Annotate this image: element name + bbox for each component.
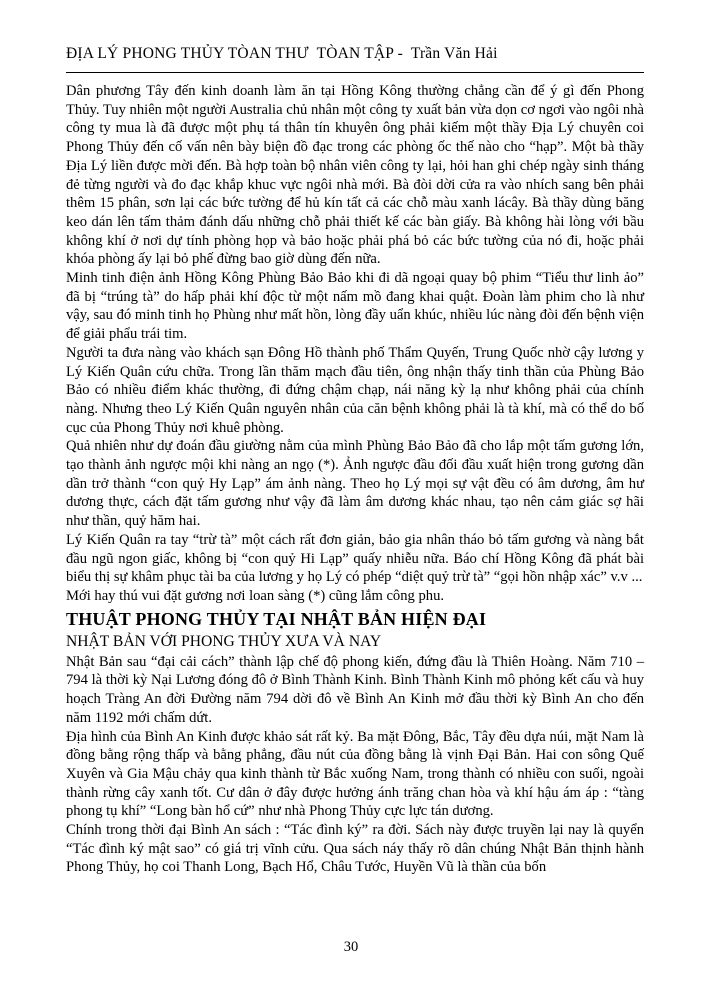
paragraph-movie-star: Minh tinh điện ảnh Hồng Kông Phùng Bảo Bảo khi đi dã ngoại quay bộ phim “Tiểu thư linh ảo” đã bị “trúng tà” do hấp phải khí độc từ một nấm mồ đang khai quật. Đoàn làm phim cho là như vậy, sau đó minh tinh họ Phùng như mất hồn, lòng đầy uẩn khúc, nhiều lúc nàng đòi đến bệnh viện để giải phẩu trái tim.	[66, 270, 644, 343]
paragraph-mirror: Quả nhiên như dự đoán đầu giường nằm của mình Phùng Bảo Bảo đã cho lắp một tấm gương lớn, tạo thành ảnh ngược mội khi nàng an ngọ (*). Ảnh ngược đầu đối đầu xuất hiện trong gương dần dần trở thành “con quỷ Hy Lạp” ám ảnh nàng. Theo họ Lý mọi sự vật đều có âm dương, âm hư dương thực, cách đặt tấm gương như vậy đã làm âm dương khác nhau, tạo nên cảm giác sợ hãi như thần, quỷ hăm hai.	[66, 438, 644, 530]
paragraph-heian-terrain: Địa hình của Bình An Kinh được khảo sát rất kỷ. Ba mặt Đông, Bắc, Tây đều dựa núi, mặt Nam là đồng bằng rộng thấp và bằng phẳng, đầu nút của đồng bằng là vịnh Đại Bản. Hai con sông Quế Xuyên và Gia Mậu chảy qua kinh thành từ Bắc xuống Nam, trong thành có nhiều con suối, ngoài thành rừng cây xanh tốt. Cư dân ở đây được hưởng ánh trăng chan hòa và khí hậu ám áp : “tàng phong tụ khí” “Long bàn hổ cứ” như nhà Phong Thủy cực lực tán dương.	[66, 728, 644, 820]
page-content	[66, 44, 644, 877]
page-number: 30	[343, 939, 359, 955]
paragraph-exorcism: Lý Kiến Quân ra tay “trừ tà” một cách rất đơn giản, bảo gia nhân tháo bỏ tấm gương và nàng bắt đầu ngũ ngon giấc, không bị “con quỷ Hi Lạp” quấy nhiễu nữa. Báo chí Hồng Kông đã phát bài biểu thị sự khâm phục tài ba của lương y họ Lý có phép “diệt quỷ trừ tà” “gọi hồn nhập xác” v.v ...	[66, 531, 644, 586]
book-title: ĐỊA LÝ PHONG THỦY TÒAN THƯ TÒAN TẬP - Trần Văn Hải	[66, 45, 498, 62]
page-footer	[0, 939, 702, 956]
subsection-heading-japan-old-new: NHẬT BẢN VỚI PHONG THỦY XƯA VÀ NAY	[66, 632, 382, 650]
paragraph-hongkong-feng-shui: Dân phương Tây đến kinh doanh làm ăn tại Hồng Kông thường chẳng cần để ý gì đến Phong Thủy. Tuy nhiên một người Australia chủ nhân một công ty xuất bản vừa dọn cơ ngơi vào ngôi nhà công ty mua là đã được một phụ tá thân tín khuyên ông phải kiếm một thầy Địa Lý chuyên coi Phong Thủy đến cố vấn nên bày biện đồ đạc trong các phòng ốc thế nào cho “hạp”. Một bà thầy Địa Lý liền được mời đến. Bà hợp toàn bộ nhân viên công ty lại, hỏi han ghi chép ngày sinh tháng đẻ từng người và đo đạc khắp khuc vực ngôi nhà mới. Bà đòi dời cửa ra vào nhích sang bên phải thêm 15 phân, sơn lại các bức tường để hủ kín tất cả các chỗ màu xanh lácây. Bà thầy dùng băng keo dán lên tấm thảm đánh dấu những chỗ phải thiết kế các bàn giấy. Bà không hài lòng với bầu không khí ở nơi dự tính phòng họp và bảo hoặc phải phá bỏ các bức tường của nó đi, hoặc phải khóa phòng ấy lại bỏ phế đừng bao giờ dùng đến nữa.	[66, 83, 644, 268]
section-heading-japan-feng-shui: THUẬT PHONG THỦY TẠI NHẬT BẢN HIỆN ĐẠI	[66, 608, 487, 629]
page-body	[66, 82, 644, 877]
page-header	[66, 44, 644, 73]
paragraph-japan-history: Nhật Bản sau “đại cải cách” thành lập chế độ phong kiến, đứng đầu là Thiên Hoàng. Năm 710 – 794 là thời kỳ Nại Lương đóng đô ở Bình Thành Kinh. Bình Thành Kinh mô phỏng kết cấu và huy hoạch Tràng An đời Đường năm 794 dời đô về Bình An Kinh mở đầu thời kỳ Bình An cho đến năm 1192 mới chấm dứt.	[66, 653, 644, 726]
header-divider	[66, 72, 644, 73]
paragraph-doctor-ly: Người ta đưa nàng vào khách sạn Đông Hồ thành phố Thẩm Quyến, Trung Quốc nhờ cậy lương y Lý Kiến Quân cứu chữa. Trong lần thăm mạch đầu tiên, ông nhận thấy tinh thần của Phùng Bảo Bảo có nhiều điểm khác thường, đi đứng chậm chạp, nái năng kỳ lạ như không phải của chính nàng. Nhưng theo Lý Kiến Quân nguyên nhân của căn bệnh không phải là tà khí, mà có thể do bố cục của Phong Thủy nơi khuê phòng.	[66, 344, 644, 436]
paragraph-heian-book: Chính trong thời đại Bình An sách : “Tác đình ký” ra đời. Sách này được truyền lại nay là quyển “Tác đình ký mật sao” có giá trị vĩnh cửu. Qua sách náy thấy rõ dân chúng Nhật Bản thịnh hành Phong Thủy, họ coi Thanh Long, Bạch Hổ, Châu Tước, Huyền Vũ là thần của bốn	[66, 822, 644, 876]
paragraph-mirror-note: Mới hay thú vui đặt gương nơi loan sàng (*) cũng lắm công phu.	[66, 587, 445, 604]
